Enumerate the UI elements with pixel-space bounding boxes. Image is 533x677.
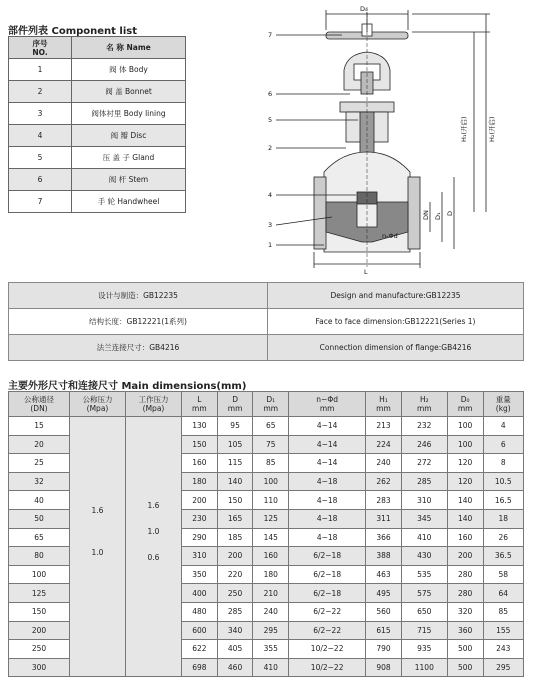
standard-cn: 法兰连接尺寸：GB4216 — [9, 335, 268, 361]
callout-7: 7 — [268, 31, 273, 39]
component-no: 1 — [9, 59, 72, 81]
cell-d0: 120 — [447, 454, 483, 473]
standards-table — [8, 282, 524, 361]
wp-value: 1.6 — [147, 500, 160, 510]
cell-l: 180 — [182, 472, 218, 491]
cell-d0: 100 — [447, 435, 483, 454]
cell-l: 200 — [182, 491, 218, 510]
cell-h1: 262 — [366, 472, 402, 491]
component-table-header — [9, 37, 186, 59]
cell-d0: 100 — [447, 417, 483, 436]
np-value: 1.6 — [91, 505, 104, 515]
cell-nd: 4−14 — [289, 417, 366, 436]
cell-dn: 300 — [9, 658, 70, 677]
cell-d: 460 — [217, 658, 253, 677]
cell-dn: 125 — [9, 584, 70, 603]
cell-h2: 232 — [401, 417, 447, 436]
header-h1: H₁ mm — [366, 392, 402, 417]
dim-h1: H₁(开启) — [460, 116, 468, 142]
component-name: 压 盖 子 Gland — [72, 147, 186, 169]
cell-l: 350 — [182, 565, 218, 584]
cell-h1: 311 — [366, 509, 402, 528]
cell-dn: 15 — [9, 417, 70, 436]
cell-d0: 500 — [447, 658, 483, 677]
cell-d1: 110 — [253, 491, 289, 510]
cell-w: 4 — [483, 417, 524, 436]
standard-en: Face to face dimension:GB12221(Series 1) — [268, 309, 524, 335]
cell-dn: 100 — [9, 565, 70, 584]
cell-h1: 366 — [366, 528, 402, 547]
cell-w: 85 — [483, 602, 524, 621]
standard-en: Connection dimension of flange:GB4216 — [268, 335, 524, 361]
working-pressure-cell — [126, 417, 182, 677]
cell-d1: 85 — [253, 454, 289, 473]
cell-h2: 246 — [401, 435, 447, 454]
cell-h1: 224 — [366, 435, 402, 454]
component-no: 4 — [9, 125, 72, 147]
cell-dn: 150 — [9, 602, 70, 621]
component-no: 6 — [9, 169, 72, 191]
cell-w: 64 — [483, 584, 524, 603]
component-row — [9, 59, 186, 81]
cell-l: 130 — [182, 417, 218, 436]
cell-h2: 650 — [401, 602, 447, 621]
cell-h2: 935 — [401, 640, 447, 659]
cell-h2: 310 — [401, 491, 447, 510]
header-h2: H₂ mm — [401, 392, 447, 417]
dim-dn: DN — [422, 210, 430, 220]
cell-w: 295 — [483, 658, 524, 677]
cell-h2: 285 — [401, 472, 447, 491]
cell-d: 220 — [217, 565, 253, 584]
cell-dn: 32 — [9, 472, 70, 491]
cell-h2: 535 — [401, 565, 447, 584]
cell-d1: 145 — [253, 528, 289, 547]
cell-d: 140 — [217, 472, 253, 491]
cell-h1: 213 — [366, 417, 402, 436]
cell-nd: 6/2−22 — [289, 621, 366, 640]
cell-nd: 4−14 — [289, 454, 366, 473]
cell-l: 480 — [182, 602, 218, 621]
component-name: 阀 瓣 Disc — [72, 125, 186, 147]
cell-d1: 75 — [253, 435, 289, 454]
cell-w: 155 — [483, 621, 524, 640]
dim-d1: D₁ — [434, 212, 442, 220]
component-table — [8, 36, 186, 213]
cell-d: 405 — [217, 640, 253, 659]
cell-w: 8 — [483, 454, 524, 473]
cell-h2: 410 — [401, 528, 447, 547]
cell-d: 105 — [217, 435, 253, 454]
cell-h1: 615 — [366, 621, 402, 640]
dimensions-table — [8, 391, 524, 677]
wp-value: 1.0 — [147, 526, 160, 536]
header-nd: n−Φd mm — [289, 392, 366, 417]
cell-l: 622 — [182, 640, 218, 659]
dimensions-header — [9, 392, 524, 417]
standard-row — [9, 283, 524, 309]
cell-nd: 4−18 — [289, 491, 366, 510]
cell-dn: 40 — [9, 491, 70, 510]
dim-d0: D₀ — [360, 5, 368, 13]
cell-d: 250 — [217, 584, 253, 603]
cell-dn: 80 — [9, 547, 70, 566]
cell-d: 200 — [217, 547, 253, 566]
component-no: 7 — [9, 191, 72, 213]
nominal-pressure-cell — [70, 417, 126, 677]
cell-d0: 280 — [447, 584, 483, 603]
cell-d0: 160 — [447, 528, 483, 547]
cell-nd: 6/2−18 — [289, 565, 366, 584]
callout-2: 2 — [268, 144, 273, 152]
cell-h1: 560 — [366, 602, 402, 621]
component-no: 3 — [9, 103, 72, 125]
cell-d1: 240 — [253, 602, 289, 621]
header-d0: D₀ mm — [447, 392, 483, 417]
cell-d0: 280 — [447, 565, 483, 584]
cell-w: 10.5 — [483, 472, 524, 491]
cell-d0: 140 — [447, 491, 483, 510]
cell-l: 230 — [182, 509, 218, 528]
component-row — [9, 81, 186, 103]
cell-d: 165 — [217, 509, 253, 528]
callout-3: 3 — [268, 221, 273, 229]
cell-d: 150 — [217, 491, 253, 510]
cell-l: 150 — [182, 435, 218, 454]
component-name: 阀体衬里 Body lining — [72, 103, 186, 125]
standard-en: Design and manufacture:GB12235 — [268, 283, 524, 309]
component-name: 阀 盖 Bonnet — [72, 81, 186, 103]
cell-nd: 4−14 — [289, 435, 366, 454]
callout-1: 1 — [268, 241, 273, 249]
component-row — [9, 103, 186, 125]
cell-nd: 6/2−22 — [289, 602, 366, 621]
cell-d1: 100 — [253, 472, 289, 491]
cell-d1: 125 — [253, 509, 289, 528]
dimension-row — [9, 417, 524, 436]
header-weight: 重量 (kg) — [483, 392, 524, 417]
header-l: L mm — [182, 392, 218, 417]
header-pn: 公称压力 (Mpa) — [70, 392, 126, 417]
cell-nd: 4−18 — [289, 472, 366, 491]
standard-cn: 结构长度：GB12221(1系列) — [9, 309, 268, 335]
standard-row — [9, 335, 524, 361]
cell-h1: 908 — [366, 658, 402, 677]
header-d: D mm — [217, 392, 253, 417]
cell-d0: 320 — [447, 602, 483, 621]
standard-row — [9, 309, 524, 335]
component-row — [9, 169, 186, 191]
cell-l: 698 — [182, 658, 218, 677]
cell-nd: 4−18 — [289, 509, 366, 528]
cell-d0: 120 — [447, 472, 483, 491]
cell-d1: 180 — [253, 565, 289, 584]
cell-d1: 65 — [253, 417, 289, 436]
cell-w: 18 — [483, 509, 524, 528]
cell-nd: 10/2−22 — [289, 658, 366, 677]
cell-h1: 463 — [366, 565, 402, 584]
cell-d: 285 — [217, 602, 253, 621]
standard-cn: 设计与制造：GB12235 — [9, 283, 268, 309]
dim-l: L — [364, 268, 368, 276]
cell-dn: 200 — [9, 621, 70, 640]
header-dn: 公称通径 (DN) — [9, 392, 70, 417]
np-value: 1.0 — [91, 547, 104, 557]
component-name: 手 轮 Handwheel — [72, 191, 186, 213]
cell-d: 340 — [217, 621, 253, 640]
cell-d: 95 — [217, 417, 253, 436]
cell-d1: 355 — [253, 640, 289, 659]
cell-w: 36.5 — [483, 547, 524, 566]
cell-dn: 50 — [9, 509, 70, 528]
cell-dn: 20 — [9, 435, 70, 454]
header-d1: D₁ mm — [253, 392, 289, 417]
cell-h2: 1100 — [401, 658, 447, 677]
callout-4: 4 — [268, 191, 273, 199]
cell-h2: 272 — [401, 454, 447, 473]
cell-d0: 200 — [447, 547, 483, 566]
cell-dn: 25 — [9, 454, 70, 473]
cell-w: 16.5 — [483, 491, 524, 510]
cell-h1: 495 — [366, 584, 402, 603]
cell-h1: 790 — [366, 640, 402, 659]
cell-d1: 160 — [253, 547, 289, 566]
cell-l: 290 — [182, 528, 218, 547]
component-no: 2 — [9, 81, 72, 103]
callout-6: 6 — [268, 90, 273, 98]
cell-w: 243 — [483, 640, 524, 659]
callout-5: 5 — [268, 116, 273, 124]
header-no: 序号 NO. — [9, 37, 72, 59]
cell-nd: 6/2−18 — [289, 584, 366, 603]
dim-h2: H₂(开启) — [488, 116, 496, 142]
component-row — [9, 147, 186, 169]
cell-nd: 6/2−18 — [289, 547, 366, 566]
cell-h2: 715 — [401, 621, 447, 640]
cell-h2: 430 — [401, 547, 447, 566]
dim-d: D — [446, 210, 454, 216]
dim-bolt: n-Φd — [382, 232, 398, 240]
component-row — [9, 125, 186, 147]
cell-w: 26 — [483, 528, 524, 547]
cell-nd: 10/2−22 — [289, 640, 366, 659]
cell-h2: 575 — [401, 584, 447, 603]
component-list-title: 部件列表 Component list — [8, 26, 138, 37]
cell-h2: 345 — [401, 509, 447, 528]
component-no: 5 — [9, 147, 72, 169]
cell-dn: 65 — [9, 528, 70, 547]
cell-h1: 240 — [366, 454, 402, 473]
header-wp: 工作压力 (Mpa) — [126, 392, 182, 417]
cell-l: 310 — [182, 547, 218, 566]
cell-d1: 410 — [253, 658, 289, 677]
wp-value: 0.6 — [147, 552, 160, 562]
header-name: 名 称 Name — [72, 37, 186, 59]
component-name: 阀 体 Body — [72, 59, 186, 81]
cell-l: 400 — [182, 584, 218, 603]
cell-h1: 388 — [366, 547, 402, 566]
cell-d0: 360 — [447, 621, 483, 640]
cell-dn: 250 — [9, 640, 70, 659]
cell-d1: 295 — [253, 621, 289, 640]
valve-drawing — [262, 2, 532, 278]
component-name: 阀 杆 Stem — [72, 169, 186, 191]
cell-w: 6 — [483, 435, 524, 454]
cell-d: 115 — [217, 454, 253, 473]
dimensions-title: 主要外形尺寸和连接尺寸 Main dimensions(mm) — [8, 381, 247, 392]
cell-d: 185 — [217, 528, 253, 547]
cell-l: 160 — [182, 454, 218, 473]
cell-h1: 283 — [366, 491, 402, 510]
cell-d0: 500 — [447, 640, 483, 659]
cell-d1: 210 — [253, 584, 289, 603]
component-row — [9, 191, 186, 213]
cell-d0: 140 — [447, 509, 483, 528]
cell-l: 600 — [182, 621, 218, 640]
cell-nd: 4−18 — [289, 528, 366, 547]
cell-w: 58 — [483, 565, 524, 584]
